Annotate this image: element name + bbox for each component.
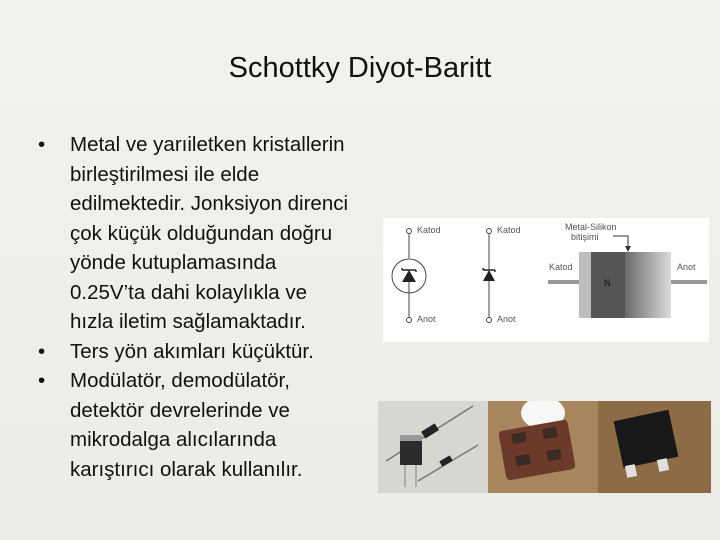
symbol2-bottom-label: Anot	[497, 314, 516, 324]
left-terminal-label: Katod	[549, 262, 573, 272]
diode-photo	[378, 401, 711, 493]
right-terminal-label: Anot	[677, 262, 696, 272]
bullet-dot: •	[38, 133, 46, 156]
junction-label-1: Metal-Silikon	[565, 222, 617, 232]
schottky-diagram	[383, 218, 709, 342]
schottky-diagram-svg	[383, 218, 709, 342]
bullet-item	[38, 130, 398, 337]
diode-photo-svg	[378, 401, 711, 493]
slide-title: Schottky Diyot-Baritt	[228, 52, 492, 84]
symbol1-top-label: Katod	[417, 225, 441, 235]
n-region-label: N	[604, 278, 611, 288]
junction-structure	[548, 222, 707, 318]
bullet-item	[38, 366, 398, 484]
bullet-list	[38, 130, 398, 484]
bullet-text: Ters yön akımları küçüktür.	[70, 339, 314, 363]
bullet-text: Metal ve yarıiletken kristallerin birleştirilmesi ile elde edilmektedir. Jonksiyon direnci çok küçük olduğundan doğru yönde kutuplamasında 0.25V’ta dahi kolaylıkla ve hızla iletim sağlamaktadır.	[70, 133, 349, 333]
bullet-item	[38, 337, 398, 367]
symbol1-bottom-label: Anot	[417, 314, 436, 324]
bullet-dot: •	[38, 369, 46, 392]
bullet-dot: •	[38, 339, 46, 363]
junction-label-2: bitişimi	[571, 232, 599, 242]
symbol2-top-label: Katod	[497, 225, 521, 235]
bullet-text: Modülatör, demodülatör, detektör devrelerinde ve mikrodalga alıcılarında karıştırıcı olarak kullanılır.	[70, 369, 303, 481]
diode-symbol-circled	[392, 225, 441, 324]
diode-symbol-plain	[483, 225, 521, 324]
